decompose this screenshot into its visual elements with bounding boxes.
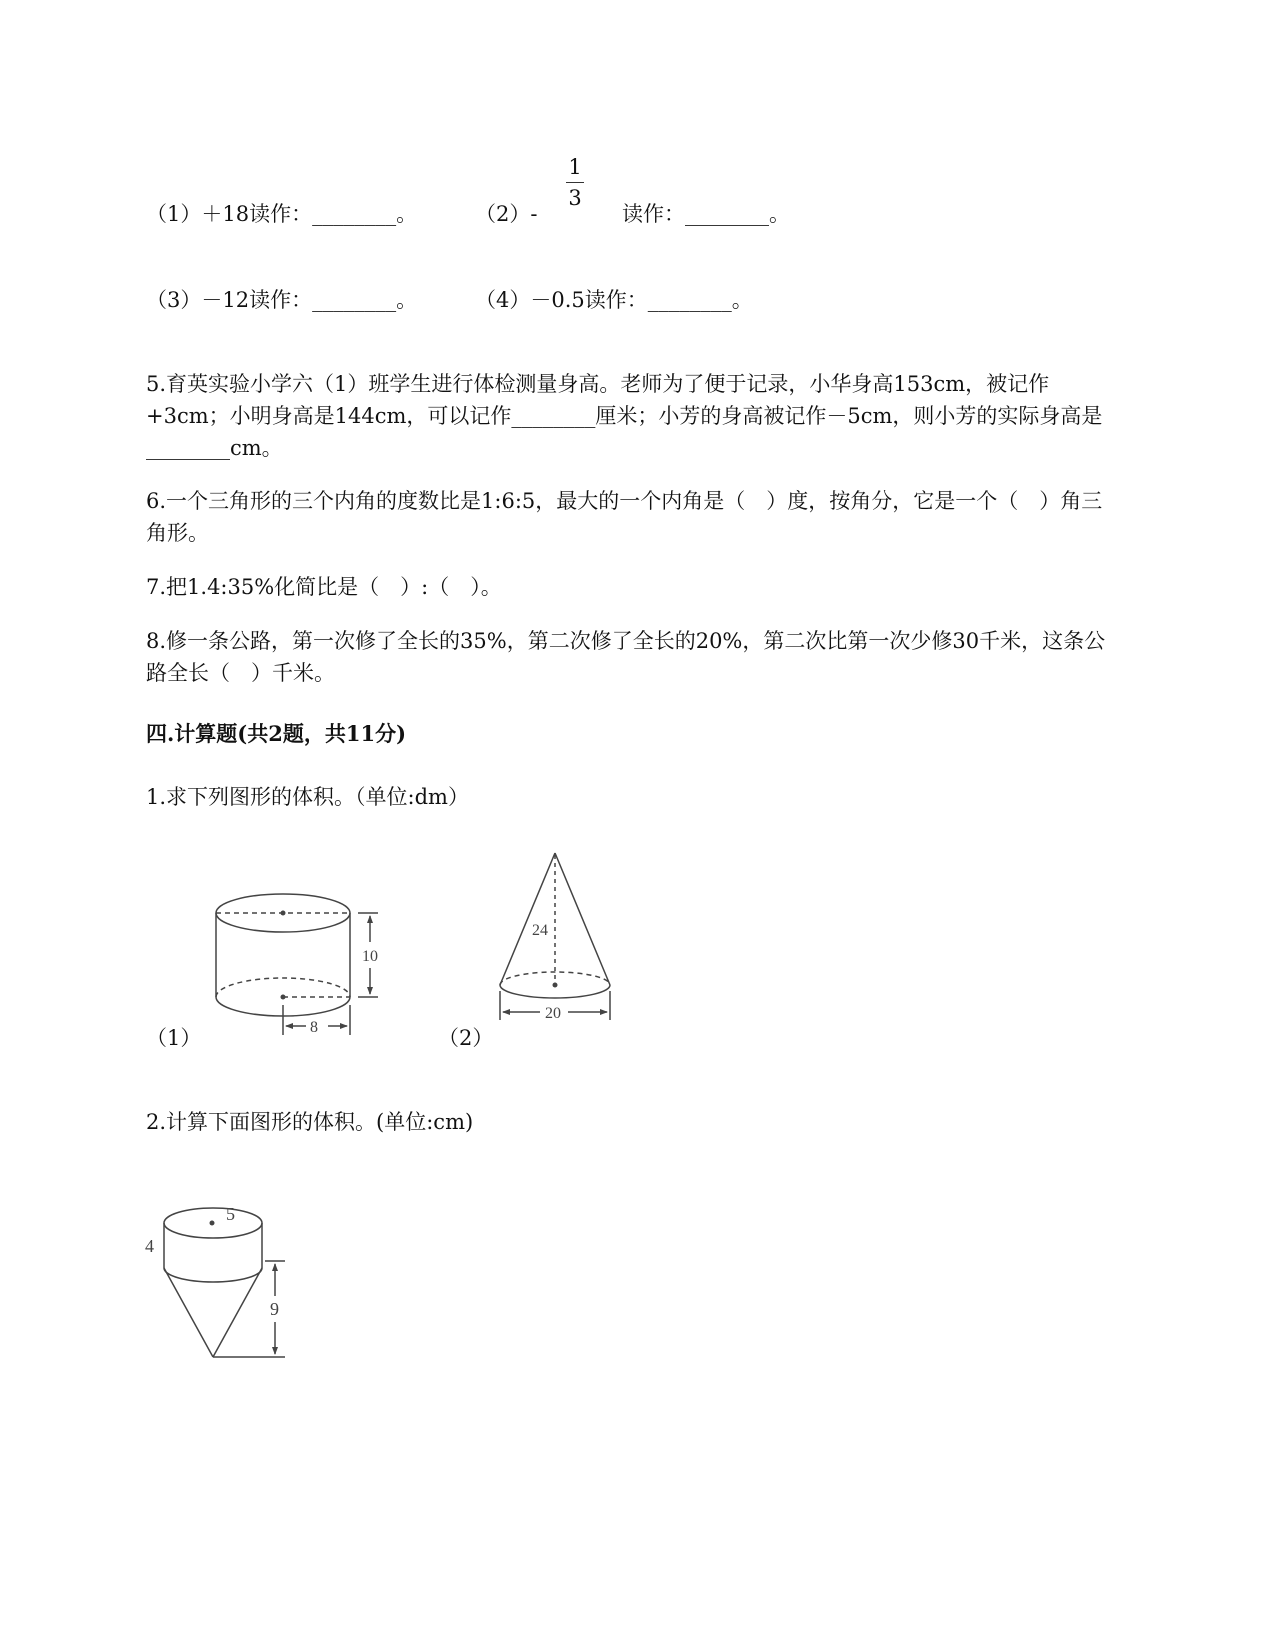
cylinder-radius-label: 8 [310,1019,318,1036]
composite-figure [140,1190,300,1370]
composite-cylinder-height-label: 4 [145,1236,154,1256]
item-4: （4）－0.5读作：________。 [475,288,753,312]
question-7: 7.把1.4:35%化简比是（ ）:（ ）。 [146,575,502,599]
composite-cone-height-label: 9 [270,1299,279,1319]
question-8: 8.修一条公路，第一次修了全长的35%，第二次修了全长的20%，第二次比第一次少修30千米，这条公路全长（ ）千米。 [146,629,1106,685]
composite-radius-label: 5 [226,1204,235,1224]
fraction-one-third [560,155,590,210]
question-5: 5.育英实验小学六（1）班学生进行体检测量身高。老师为了便于记录，小华身高153cm，被记作+3cm；小明身高是144cm，可以记作________厘米；小芳的身高被记作－5cm，则小芳的实际身高是________cm。 [146,372,1103,460]
item-2-suffix: 读作：________。 [622,202,790,226]
problem-1: 1.求下列图形的体积。（单位:dm） [146,785,469,809]
problem-2: 2.计算下面图形的体积。(单位:cm) [146,1110,474,1134]
fraction-denominator: 3 [568,186,582,210]
item-1: （1）＋18读作：________。 [146,202,418,226]
question-6: 6.一个三角形的三个内角的度数比是1:6:5，最大的一个内角是（ ）度，按角分，它是一个（ ）角三角形。 [146,489,1103,545]
cylinder-height-label: 10 [362,948,378,965]
cone-height-label: 24 [532,922,548,939]
cone-diameter-label: 20 [545,1005,561,1022]
fraction-numerator: 1 [568,155,582,179]
figure-1-label: （1） [146,1026,202,1050]
figure-2-label: （2） [438,1026,494,1050]
item-2-prefix: （2）- [475,202,538,226]
cone-figure [490,845,620,1030]
section-heading: 四.计算题(共2题，共11分) [146,721,407,746]
fraction-bar [566,182,584,183]
item-3: （3）－12读作：________。 [146,288,418,312]
